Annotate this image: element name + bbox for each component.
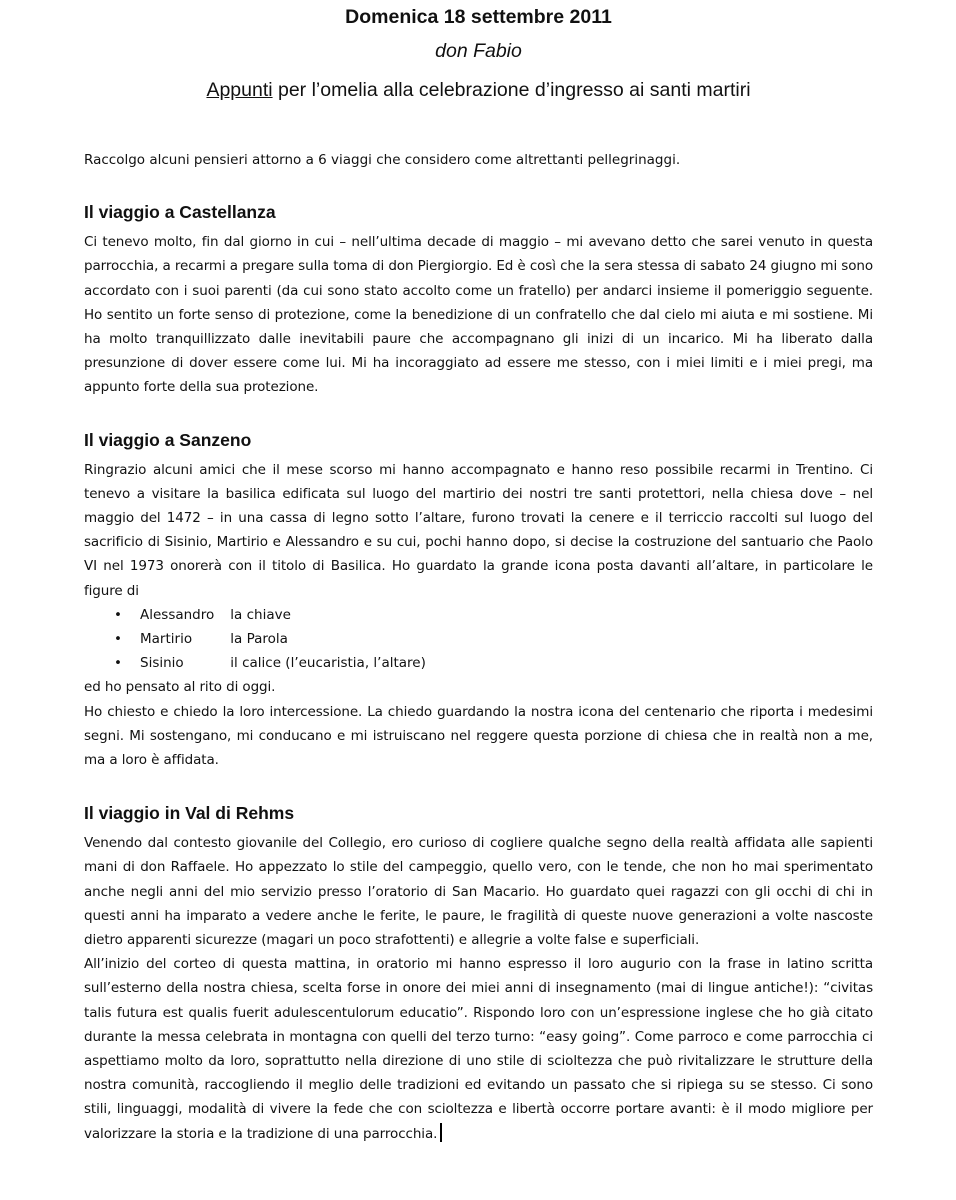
body-paragraph: Venendo dal contesto giovanile del Collegio, ero curioso di cogliere qualche segno della realtà affidata alle sapienti mani di don Raffaele. Ho appezzato lo stile del campeggio, quello vero, con le tende, che non ho mai sperimentato anche negli anni del mio servizio presso l’oratorio di San Macario. Ho guardato quei ragazzi con gli occhi di chi in questi anni ha imparato a vedere anche le ferite, le paure, le fragilità di queste nuove generazioni a volte nascoste dietro apparenti sicurezze (magari un poco strafottenti) e allegrie a volte false e superficiali. — [84, 835, 873, 949]
body-paragraph: Ho chiesto e chiedo la loro intercessione. La chiedo guardando la nostra icona del centenario che riporta i medesimi segni. Mi sostengano, mi conducano e mi istruiscano nel reggere questa porzione di chiesa che in realtà non a me, ma a loro è affidata. — [84, 703, 873, 769]
text-cursor — [440, 1123, 442, 1142]
martyr-name: Alessandro — [140, 606, 215, 623]
section-heading-castellanza: Il viaggio a Castellanza — [84, 202, 276, 223]
section-body-val-di-rehms — [84, 831, 873, 1146]
martyr-name: Sisinio — [140, 655, 184, 672]
martyr-symbol: la chiave — [230, 606, 291, 623]
section-heading-sanzeno: Il viaggio a Sanzeno — [84, 429, 252, 450]
body-paragraph — [84, 952, 873, 1146]
document-subtitle — [84, 76, 873, 104]
body-paragraph: Ci tenevo molto, fin dal giorno in cui – nell’ultima decade di maggio – mi avevano detto che sarei venuto in questa parrocchia, a recarmi a pregare sulla toma di don Piergiorgio. Ed è così che la sera stessa di sabato 24 giugno mi sono accordato con i suoi parenti (da cui sono stato accolto come un fratello) per andarci insieme il pomeriggio seguente. Ho sentito un forte senso di protezione, come la benedizione di un confratello che dal cielo mi aiuta e mi sostiene. Mi ha molto tranquillizzato dalle inevitabili paure che accompagnano gli inizi di un incarico. Mi ha liberato dalla presunzione di dover essere come lui. Mi ha incoraggiato ad essere me stesso, con i miei limiti e i miei pregi, ma appunto forte della sua protezione. — [84, 234, 874, 396]
section-body-castellanza — [84, 230, 873, 399]
section-heading-val-di-rehms: Il viaggio in Val di Rehms — [84, 803, 295, 824]
document-date: Domenica 18 settembre 2011 — [345, 6, 612, 28]
martyrs-list — [84, 603, 873, 676]
subtitle-rest: per l’omelia alla celebrazione d’ingresso ai santi martiri — [272, 79, 751, 101]
list-item — [84, 651, 873, 675]
body-paragraph: Ringrazio alcuni amici che il mese scorso mi hanno accompagnato e hanno reso possibile recarmi in Trentino. Ci tenevo a visitare la basilica edificata sul luogo del martirio dei nostri tre santi protettori, nella chiesa dove – nel maggio del 1472 – in una cassa di legno sotto l’altare, furono trovati la cenere e il terriccio raccolti sul luogo del sacrificio di Sisinio, Martirio e Alessandro e su cui, pochi hanno dopo, si decise la costruzione del santuario che Paolo VI nel 1973 onorerà con il titolo di Basilica. Ho guardato la grande icona posta davanti all’altare, in particolare le figure di — [84, 461, 873, 599]
bullet-icon: • — [114, 606, 122, 623]
bullet-icon: • — [114, 631, 122, 648]
section-body-sanzeno — [84, 458, 873, 773]
subtitle-underlined-word: Appunti — [206, 79, 273, 101]
last-paragraph-text: All’inizio del corteo di questa mattina, in oratorio mi hanno espresso il loro augurio con la frase in latino scritta sull’esterno della nostra chiesa, scelta forse in onore dei miei anni di insegnamento (mai di lingue antiche!): “civitas talis futura est qualis fuerit adulescentulorum educatio”. Rispondo loro con un’espressione inglese che ho già citato durante la messa celebrata in montagna con quelli del terzo turno: “easy going”. Come parroco e come parrocchia ci aspettiamo molto da loro, soprattutto nella direzione di uno stile di scioltezza che può rivitalizzare le strutture della nostra comunità, raccogliendo il meglio delle tradizioni ed evitando un passato che si ripiega su se stesso. Ci sono stili, linguaggi, modalità di vivere la fede che con scioltezza e libertà occorre portare avanti: è il modo migliore per valorizzare la storia e la tradizione di una parrocchia. — [84, 956, 873, 1142]
list-item — [84, 603, 873, 627]
martyr-name: Martirio — [140, 631, 193, 648]
martyr-symbol: la Parola — [230, 631, 288, 648]
bullet-icon: • — [114, 655, 122, 672]
document-author: don Fabio — [435, 40, 522, 62]
list-item — [84, 627, 873, 651]
document-header — [84, 3, 873, 104]
intro-paragraph: Raccolgo alcuni pensieri attorno a 6 viaggi che considero come altrettanti pellegrinaggi. — [84, 152, 681, 168]
body-paragraph: ed ho pensato al rito di oggi. — [84, 679, 276, 696]
martyr-symbol: il calice (l’eucaristia, l’altare) — [230, 655, 426, 672]
